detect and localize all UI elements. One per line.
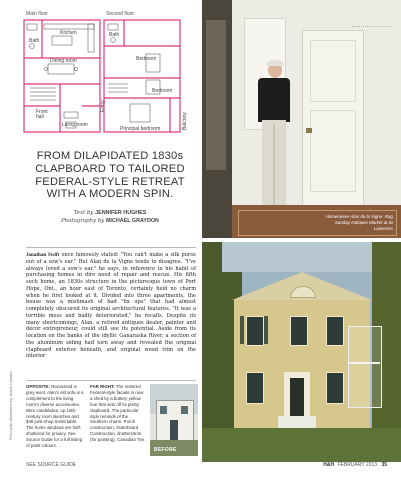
house-exterior-photo	[202, 242, 401, 462]
room-living: Living room	[62, 122, 88, 128]
before-label: BEFORE	[154, 447, 177, 453]
portrait-photo	[202, 0, 401, 238]
divider	[26, 247, 196, 248]
floor-plan-drawing	[0, 0, 200, 142]
photo-credit-prefix: Photography by	[61, 218, 105, 224]
divider	[26, 380, 196, 381]
source-guide-footer: SEE SOURCE GUIDE	[26, 462, 77, 468]
issue-date: FEBRUARY 2013	[337, 462, 378, 468]
caption-opposite	[26, 384, 84, 449]
room-bath-second: Bath	[109, 32, 120, 38]
floor-plan	[0, 0, 200, 142]
article-body	[26, 252, 196, 360]
portrait-caption: Homeowner Alan de la Vigne. Rug, Sunday Antiques Market at St. Lawrence.	[325, 214, 394, 231]
room-entry: Entry	[100, 100, 106, 112]
photo-credit-name: MICHAEL GRAYDON	[105, 218, 159, 224]
main-floor-label: Main floor	[26, 11, 48, 17]
text-credit	[22, 210, 198, 216]
room-bath-main: Bath	[29, 38, 40, 44]
caption-opposite-text: Recovered in grey wool, Alan's old sofa is a complement to the living room's diverse accessories. Wire candelabra, up 18th-century room sketches and $45 junk-shop metal table. The home windows are half-shuttered for privacy. See Source Guide for a full listing of paint colours.	[26, 384, 84, 449]
room-front-hall: Front hall	[36, 109, 48, 120]
text-credit-name: JENNIFER HUGHES	[95, 210, 147, 216]
second-floor-label: Second floor	[106, 11, 135, 17]
caption-far-right	[90, 384, 146, 443]
caption-opposite-label: OPPOSITE:	[26, 384, 50, 389]
side-credit: Floor plan illustration by Jason Lamara	[8, 371, 13, 440]
photo-credit	[22, 218, 198, 224]
body-lead-name: Jonathan Swift	[26, 252, 60, 258]
page-number: 35	[381, 462, 387, 468]
caption-far-right-text: The restored Federal-style facade is now a shed by a buttery yellow hue that sets off its pretty clapboard. The particular style reminds of the Southern charm. Porch construction, Outerboard Construction. shutters/trim (for painting), Canadian Tire.	[90, 384, 146, 443]
room-balcony: Balcony	[182, 112, 188, 130]
before-photo	[150, 384, 198, 456]
room-bedroom-1: Bedroom	[136, 56, 157, 62]
page-footer	[323, 462, 387, 468]
article-headline: FROM DILAPIDATED 1830s CLAPBOARD TO TAILORED FEDERAL-STYLE RETREAT WITH A MODERN SPIN.	[35, 150, 185, 201]
text-credit-prefix: Text by	[73, 210, 94, 216]
room-dining: Dining room	[50, 58, 77, 64]
body-text: once famously stated: "You can't make a silk purse out of a sow's ear." But Alan de la Vigne tends to disagree. "I've always loved a sow's ear," he says, in reference to his habit of purchasing homes in dire need of repair and rescue. His fifth such home, an 1830s structure in the picturesque town of Port Hope, Ont., an hour east of Toronto, certainly held no charm when he first looked at it. Divided into three apartments, the house was a mishmash of bad "fix ups" that had almost completely obscured its original architectural features. "It was a terrible mess and badly deteriorated," he recalls. Despite its many shortcomings, Alan, a retired antiques dealer, painter and décor entrepreneur, could still see its potential. Aside from its location on the banks of the idyllic Ganaraska River, a section of the aluminum siding had torn away and revealed the original clapboard exterior beneath, and original wood trim on the interior	[26, 252, 197, 360]
room-bedroom-2: Bedroom	[152, 88, 173, 94]
caption-far-right-label: FAR RIGHT:	[90, 384, 115, 389]
room-kitchen: Kitchen	[60, 30, 77, 36]
magazine-name: H&H	[323, 462, 335, 468]
room-principal: Principal bedroom	[120, 126, 161, 132]
